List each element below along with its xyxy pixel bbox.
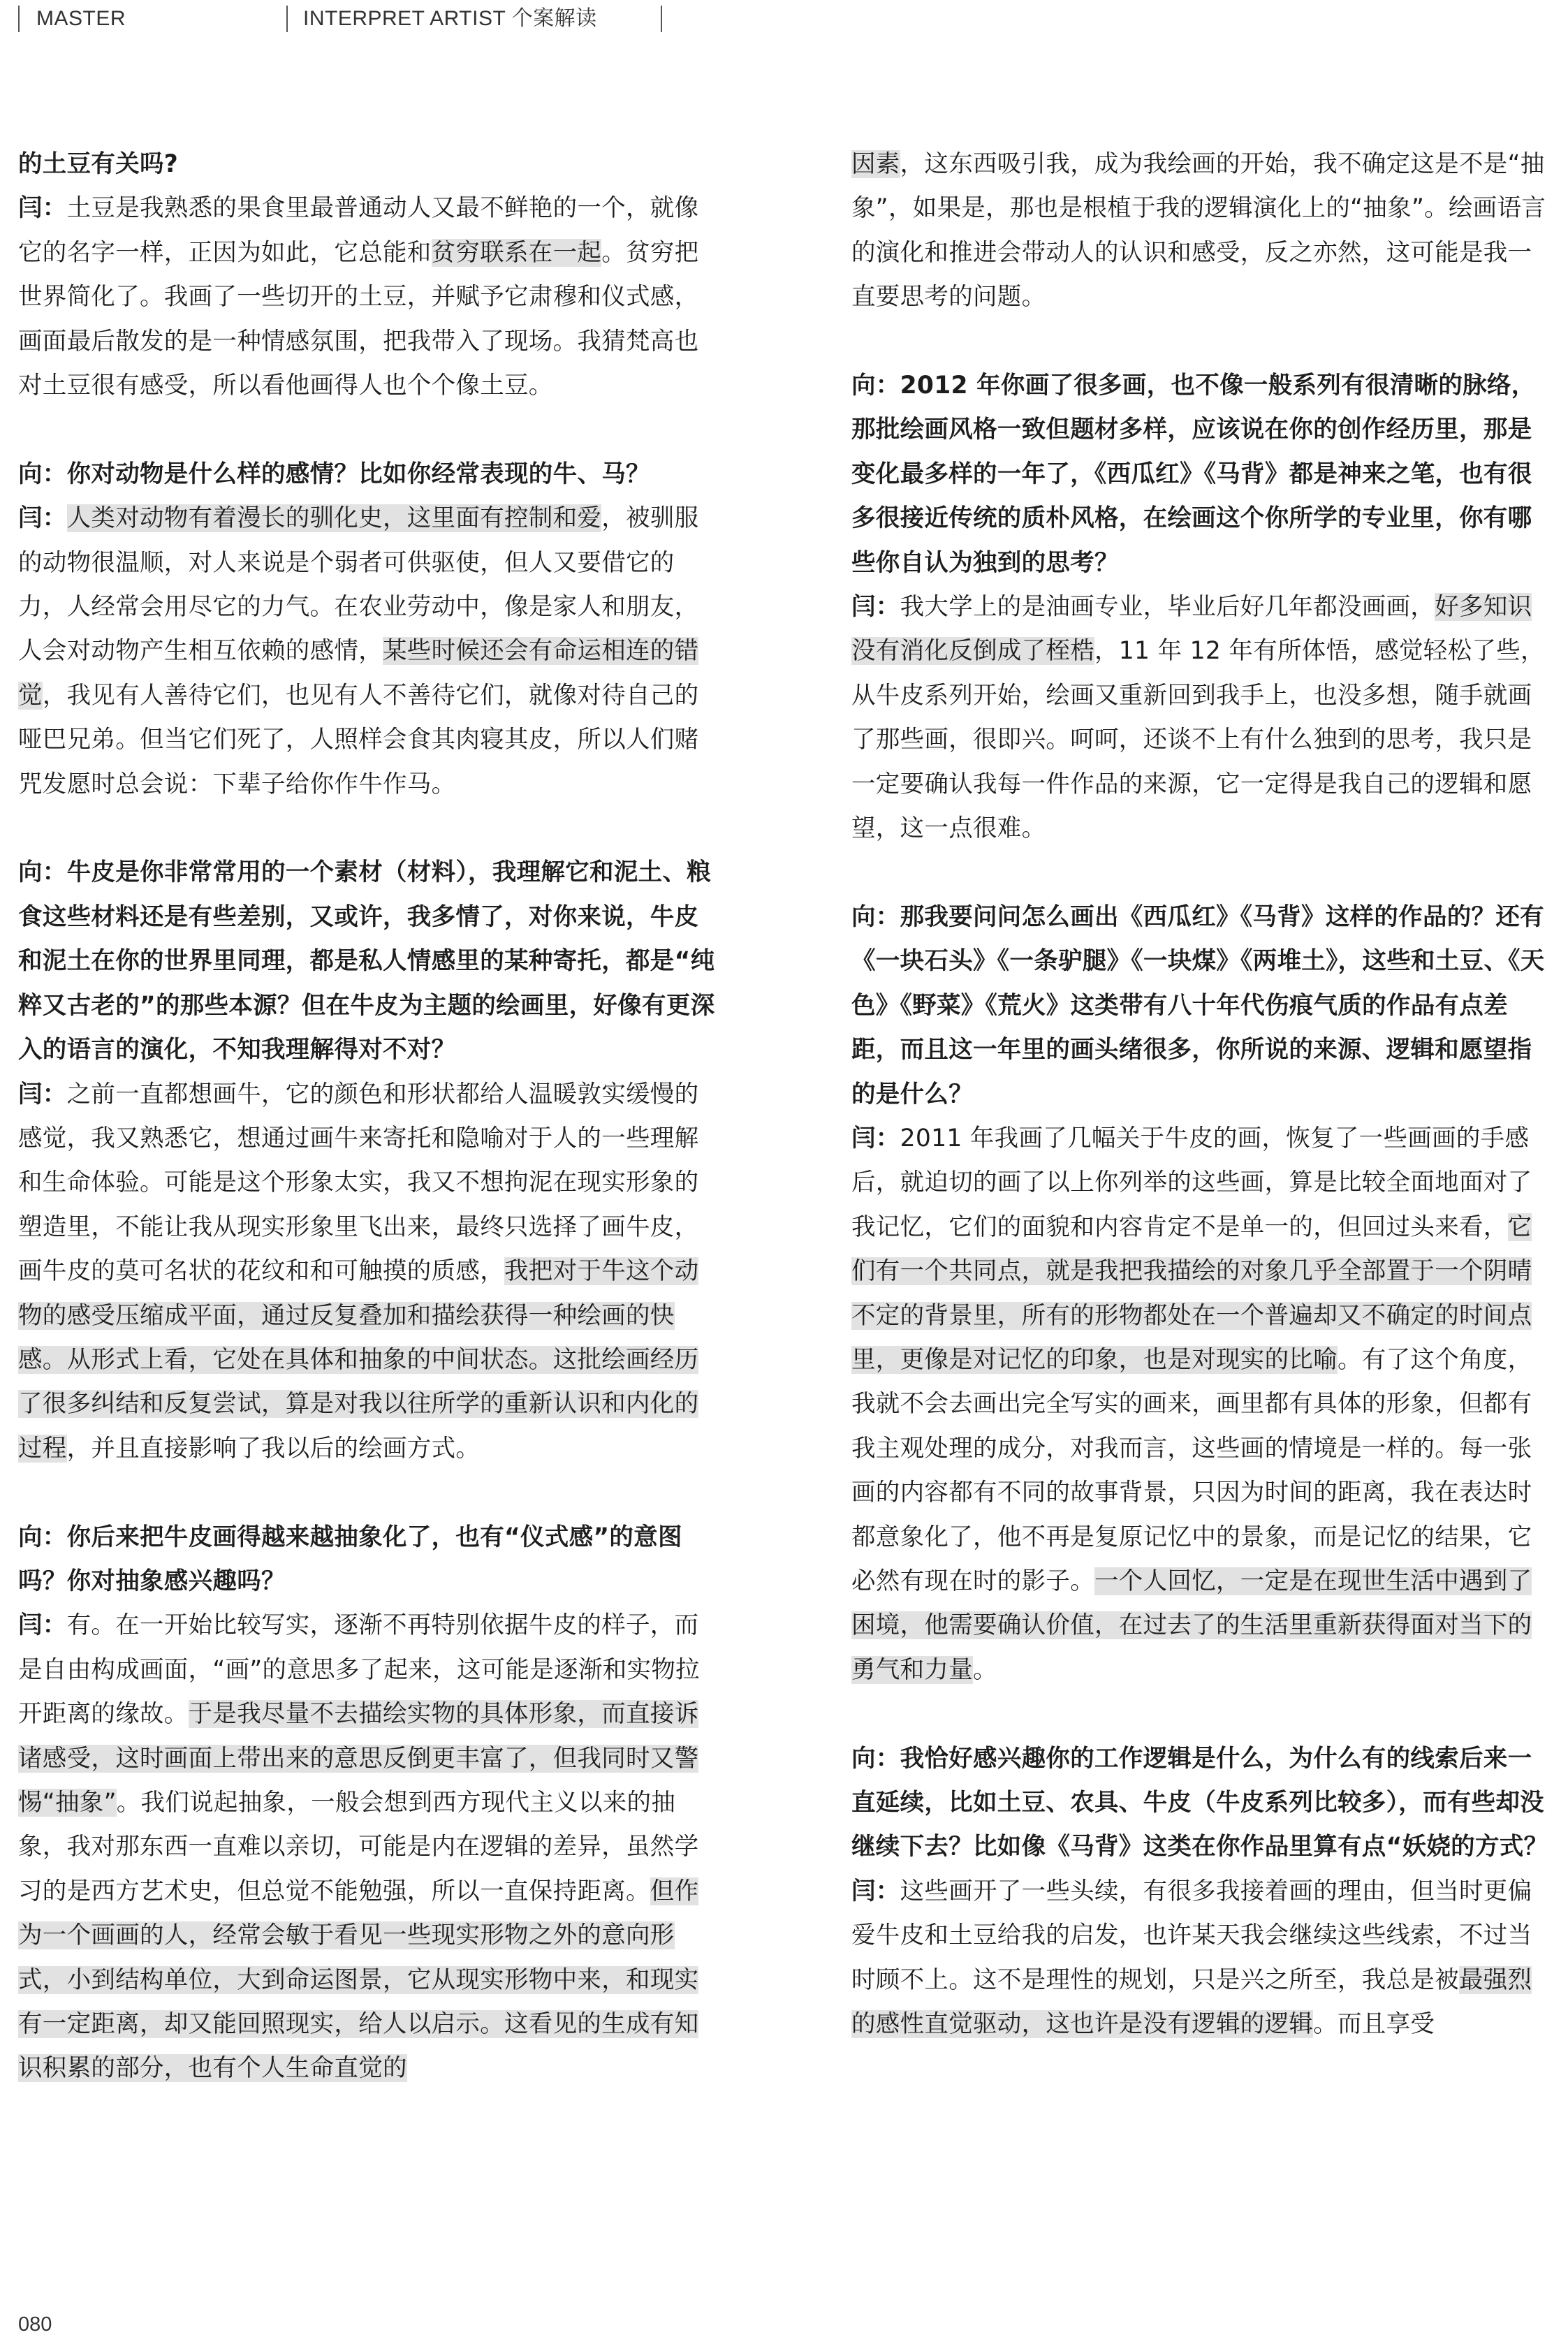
paragraph	[18, 142, 715, 408]
paragraph	[18, 851, 715, 1471]
highlighted-text: 贫穷联系在一起	[431, 238, 602, 267]
answer-text: 。	[973, 1655, 997, 1684]
answer-label: 闫：	[18, 1080, 67, 1108]
right-column	[851, 142, 1550, 2046]
left-column	[18, 142, 715, 2091]
answer-text: ，我见有人善待它们，也见有人不善待它们，就像对待自己的哑巴兄弟。但当它们死了，人照样会食其肉寝其皮，所以人们赌咒发愿时总会说：下辈子给你作牛作马。	[18, 681, 699, 798]
highlighted-text: 于是我尽量不去描绘实物的具体形象，而直接诉诸感受，这时画面上带出来的意思反倒更丰富了，但我同时又警惕“抽象”	[18, 1700, 699, 1817]
answer-text: ，这东西吸引我，成为我绘画的开始，我不确定这是不是“抽象”，如果是，那也是根植于我的逻辑演化上的“抽象”。绘画语言的演化和推进会带动人的认识和感受，反之亦然，这可能是我一直要思考的问题。	[851, 150, 1546, 312]
paragraph	[851, 142, 1550, 320]
highlighted-text: 但作为一个画画的人，经常会敏于看见一些现实形物之外的意向形式，小到结构单位，大到命运图景，它从现实形物中来，和现实有一定距离，却又能回照现实，给人以启示。这看见的生成有知识积累的部分，也有个人生命直觉的	[18, 1877, 699, 2083]
highlighted-text: 人类对动物有着漫长的驯化史，这里面有控制和爱	[66, 504, 602, 533]
header-divider	[661, 6, 662, 32]
answer-text: 2011 年我画了几幅关于牛皮的画，恢复了一些画画的手感后，就迫切的画了以上你列举的这些画，算是比较全面地面对了我记忆，它们的面貌和内容肯定不是单一的，但回过头来看，	[851, 1124, 1532, 1241]
header-section: MASTER	[18, 6, 126, 32]
answer-label: 闫：	[18, 1611, 67, 1640]
answer-label: 闫：	[851, 1124, 900, 1152]
question-text: 向：我恰好感兴趣你的工作逻辑是什么，为什么有的线索后来一直延续，比如土豆、农具、牛皮（牛皮系列比较多），而有些却没继续下去？比如像《马背》这类在你作品里算有点“妖娆的方式？	[851, 1744, 1548, 1861]
highlighted-text: 因素	[851, 150, 900, 178]
answer-text: ，并且直接影响了我以后的绘画方式。	[66, 1434, 481, 1463]
answer-label: 闫：	[18, 504, 67, 533]
highlighted-text: 好多知识没有消化反倒成了桎梏	[851, 593, 1532, 666]
answer-text: 。贫穷把世界简化了。我画了一些切开的土豆，并赋予它肃穆和仪式感，画面最后散发的是一种情感氛围，把我带入了现场。我猜梵高也对土豆很有感受，所以看他画得人也个个像土豆。	[18, 238, 699, 400]
running-header	[0, 0, 1568, 42]
answer-label: 闫：	[851, 1877, 900, 1905]
paragraph	[18, 1516, 715, 2091]
answer-label: 闫：	[18, 194, 67, 223]
question-text: 向：2012 年你画了很多画，也不像一般系列有很清晰的脉络，那批绘画风格一致但题材多样，应该说在你的创作经历里，那是变化最多样的一年了，《西瓜红》《马背》都是神来之笔，也有很多很接近传统的质朴风格，在绘画这个你所学的专业里，你有哪些你自认为独到的思考？	[851, 372, 1536, 577]
answer-text: ，被驯服的动物很温顺，对人来说是个弱者可供驱使，但人又要借它的力，人经常会用尽它的力气。在农业劳动中，像是家人和朋友，人会对动物产生相互依赖的感情，	[18, 504, 699, 666]
answer-text: 之前一直都想画牛，它的颜色和形状都给人温暖敦实缓慢的感觉，我又熟悉它，想通过画牛来寄托和隐喻对于人的一些理解和生命体验。可能是这个形象太实，我又不想拘泥在现实形象的塑造里，不能让我从现实形象里飞出来，最终只选择了画牛皮，画牛皮的莫可名状的花纹和和可触摸的质感，	[18, 1080, 699, 1286]
question-text: 向：你对动物是什么样的感情？比如你经常表现的牛、马？	[18, 460, 650, 488]
answer-text: ，11 年 12 年有所体悟，感觉轻松了些，从牛皮系列开始，绘画又重新回到我手上，也没多想，随手就画了那些画，很即兴。呵呵，还谈不上有什么独到的思考，我只是一定要确认我每一件作品的来源，它一定得是我自己的逻辑和愿望，这一点很难。	[851, 637, 1545, 843]
paragraph	[851, 895, 1550, 1692]
highlighted-text: 我把对于牛这个动物的感受压缩成平面，通过反复叠加和描绘获得一种绘画的快感。从形式上看，它处在具体和抽象的中间状态。这批绘画经历了很多纠结和反复尝试，算是对我以往所学的重新认识和内化的过程	[18, 1257, 699, 1463]
header-column-title: INTERPRET ARTIST 个案解读	[286, 6, 597, 32]
answer-label: 闫：	[851, 593, 900, 622]
question-text: 向：那我要问问怎么画出《西瓜红》《马背》这样的作品的？还有《一块石头》《一条驴腿》《一块煤》《两堆土》，这些和土豆、《天色》《野菜》《荒火》这类带有八十年代伤痕气质的作品有点差距，而且这一年里的画头绪很多，你所说的来源、逻辑和愿望指的是什么？	[851, 902, 1545, 1108]
answer-text: 有。在一开始比较写实，逐渐不再特别依据牛皮的样子，而是自由构成画面，“画”的意思多了起来，这可能是逐渐和实物拉开距离的缘故。	[18, 1611, 700, 1729]
question-text: 向：你后来把牛皮画得越来越抽象化了，也有“仪式感”的意图吗？你对抽象感兴趣吗？	[18, 1523, 682, 1595]
question-text: 向：牛皮是你非常常用的一个素材（材料），我理解它和泥土、粮食这些材料还是有些差别，又或许，我多情了，对你来说，牛皮和泥土在你的世界里同理，都是私人情感里的某种寄托，都是“纯粹又古老的”的那些本源？但在牛皮为主题的绘画里，好像有更深入的语言的演化，不知我理解得对不对？	[18, 858, 715, 1064]
question-text: 的土豆有关吗?	[18, 150, 179, 178]
answer-text: 我大学上的是油画专业，毕业后好几年都没画画，	[900, 593, 1435, 622]
highlighted-text: 一个人回忆，一定是在现世生活中遇到了困境，他需要确认价值，在过去了的生活里重新获得面对当下的勇气和力量	[851, 1567, 1532, 1684]
highlighted-text: 它们有一个共同点，就是我把我描绘的对象几乎全部置于一个阴晴不定的背景里，所有的形物都处在一个普遍却又不确定的时间点里，更像是对记忆的印象，也是对现实的比喻	[851, 1213, 1532, 1374]
paragraph	[18, 453, 715, 807]
answer-text: 。有了这个角度，我就不会去画出完全写实的画来，画里都有具体的形象，但都有我主观处理的成分，对我而言，这些画的情境是一样的。每一张画的内容都有不同的故事背景，只因为时间的距离，我在表达时都意象化了，他不再是复原记忆中的景象，而是记忆的结果，它必然有现在时的影子。	[851, 1345, 1532, 1595]
answer-text: 土豆是我熟悉的果食里最普通动人又最不鲜艳的一个，就像它的名字一样，正因为如此，它总能和	[18, 194, 699, 267]
page-number: 080	[18, 2313, 52, 2336]
answer-text: 这些画开了一些头续，有很多我接着画的理由，但当时更偏爱牛皮和土豆给我的启发，也许某天我会继续这些线索，不过当时顾不上。这不是理性的规划，只是兴之所至，我总是被	[851, 1877, 1532, 1994]
paragraph	[851, 364, 1550, 851]
answer-text: 。我们说起抽象，一般会想到西方现代主义以来的抽象，我对那东西一直难以亲切，可能是内在逻辑的差异，虽然学习的是西方艺术史，但总觉不能勉强，所以一直保持距离。	[18, 1788, 699, 1905]
highlighted-text: 某些时候还会有命运相连的错觉	[18, 637, 699, 710]
answer-text: 。而且享受	[1313, 2010, 1435, 2039]
paragraph	[851, 1737, 1550, 2047]
highlighted-text: 最强烈的感性直觉驱动，这也许是没有逻辑的逻辑	[851, 1965, 1532, 2039]
